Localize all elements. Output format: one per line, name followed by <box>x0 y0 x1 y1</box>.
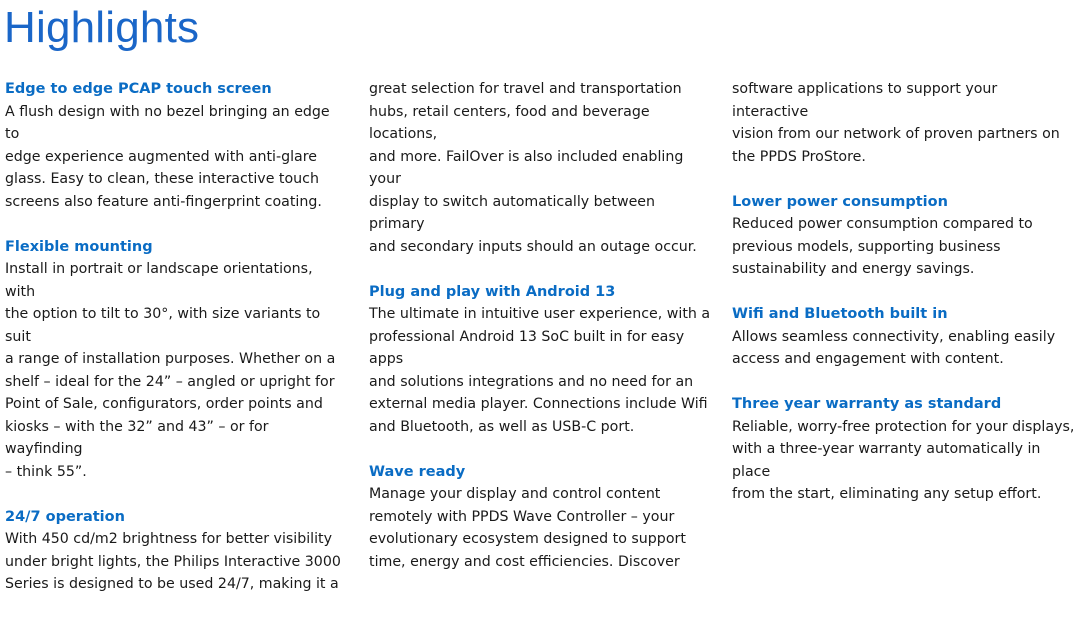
section-heading: Flexible mounting <box>5 238 153 255</box>
section-24-7-operation <box>5 506 347 596</box>
section-heading: Wave ready <box>369 463 466 480</box>
section-body: Manage your display and control content remotely with PPDS Wave Controller – your evolutionary ecosystem designed to support time, energy and cost efficiencies. Discover <box>369 486 686 570</box>
section-body: Reliable, worry-free protection for your displays, with a three-year warranty automatically in place from the start, eliminating any setup effort. <box>732 418 1075 502</box>
section-heading: Lower power consumption <box>732 193 948 210</box>
section-body: Reduced power consumption compared to previous models, supporting business sustainability and energy savings. <box>732 216 1033 277</box>
section-edge-to-edge-touch <box>5 78 347 213</box>
section-lower-power <box>732 191 1077 281</box>
section-flexible-mounting <box>5 236 347 484</box>
section-heading: Three year warranty as standard <box>732 396 1002 412</box>
section-heading: 24/7 operation <box>5 508 125 525</box>
section-body: With 450 cd/m2 brightness for better visibility under bright lights, the Philips Interactive 3000 Series is designed to be used 24/7, making it a <box>5 531 341 592</box>
page-title: Highlights <box>4 3 200 52</box>
section-heading: Plug and play with Android 13 <box>369 283 616 300</box>
column-2 <box>369 78 711 596</box>
section-body: The ultimate in intuitive user experience, with a professional Android 13 SoC built in for easy apps and solutions integrations and no need for an external media player. Connections include Wifi and Bluetooth, as well as USB-C port. <box>369 306 711 435</box>
column-1 <box>5 78 347 618</box>
section-heading: Wifi and Bluetooth built in <box>732 306 948 322</box>
section-android-13 <box>369 281 711 439</box>
section-body: Allows seamless connectivity, enabling easily access and engagement with content. <box>732 328 1056 367</box>
section-heading: Edge to edge PCAP touch screen <box>5 81 272 97</box>
continued-paragraph: software applications to support your interactive vision from our network of proven partners on the PPDS ProStore. <box>732 81 1060 165</box>
section-body: A flush design with no bezel bringing an edge to edge experience augmented with anti-glare glass. Easy to clean, these interactive touch screens also feature anti-fingerprint coating. <box>5 103 330 210</box>
section-body: Install in portrait or landscape orientations, with the option to tilt to 30°, with size variants to suit a range of installation purposes. Whether on a shelf – ideal for the 24” – angled or upright for Point of Sale, configurators, order points and kiosks – with the 32” and 43” – or for wayfinding – think 55”. <box>5 261 336 480</box>
section-wave-ready <box>369 461 711 574</box>
section-wifi-bluetooth <box>732 303 1077 371</box>
continued-paragraph: great selection for travel and transportation hubs, retail centers, food and beverage locations, and more. FailOver is also included enabling your display to switch automatically between primary and secondary inputs should an outage occur. <box>369 81 697 255</box>
column-3 <box>732 78 1077 528</box>
section-warranty <box>732 393 1077 506</box>
